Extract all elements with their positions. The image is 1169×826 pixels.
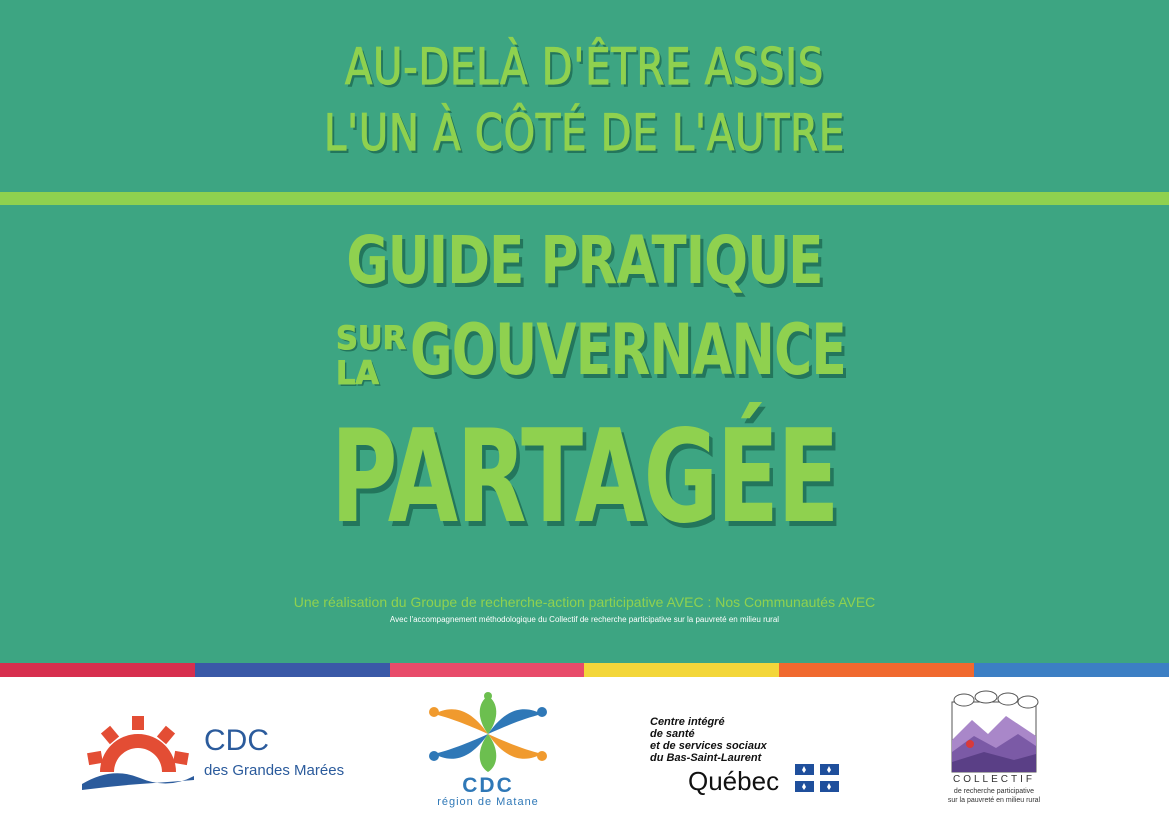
logo-collectif-subname-line-2: sur la pauvreté en milieu rural bbox=[947, 797, 1041, 804]
logo-cdc-marees-subname: des Grandes Marées bbox=[204, 762, 345, 779]
green-divider bbox=[0, 192, 1169, 205]
logo-collectif-subname-line-1: de recherche participative bbox=[953, 788, 1035, 795]
logo-collectif-name: COLLECTIF bbox=[952, 774, 1035, 785]
logo-cdc-grandes-marees bbox=[82, 714, 372, 794]
logo-cisss-bas-saint-laurent bbox=[650, 716, 845, 796]
people-circle-icon bbox=[426, 692, 550, 776]
title-line-3: PARTAGÉE bbox=[330, 403, 839, 552]
fleur-de-lis-flag-icon bbox=[795, 764, 839, 792]
subtitle-line-2: L'UN À CÔTÉ DE L'AUTRE bbox=[324, 104, 845, 162]
subtitle-line-1: AU-DELÀ D'ÊTRE ASSIS bbox=[344, 38, 825, 96]
logo-cisss-line-1: Centre intégré bbox=[650, 716, 725, 728]
logo-cdc-marees-name: CDC bbox=[204, 724, 269, 757]
logo-quebec-wordmark: Québec bbox=[688, 766, 780, 796]
landscape-speech-bubbles-icon bbox=[944, 690, 1044, 774]
logo-cisss-line-3: et de services sociaux bbox=[650, 740, 767, 752]
gear-wave-icon bbox=[82, 714, 194, 794]
color-bar-segment bbox=[779, 663, 974, 677]
color-bar bbox=[0, 663, 1169, 677]
color-bar-segment bbox=[195, 663, 390, 677]
title-line-2: GOUVERNANCE bbox=[410, 309, 847, 391]
logo-cisss-line-2: de santé bbox=[650, 728, 695, 740]
title-small-la: LA bbox=[336, 354, 379, 392]
logo-cisss-line-4: du Bas-Saint-Laurent bbox=[650, 752, 762, 764]
top-band bbox=[0, 0, 1169, 192]
color-bar-segment bbox=[0, 663, 195, 677]
credit-line-2: Avec l'accompagnement méthodologique du Collectif de recherche participative sur la pauvreté en milieu rural bbox=[389, 615, 780, 624]
logo-cdc-matane bbox=[412, 692, 564, 812]
color-bar-segment bbox=[974, 663, 1169, 677]
title-small-sur: SUR bbox=[336, 319, 406, 357]
logo-cdc-matane-subname: région de Matane bbox=[437, 796, 539, 808]
credit-line-1: Une réalisation du Groupe de recherche-action participative AVEC : Nos Communautés AVEC bbox=[293, 594, 876, 610]
title-line-1: GUIDE PRATIQUE bbox=[346, 222, 823, 299]
color-bar-segment bbox=[584, 663, 779, 677]
logo-cdc-matane-name: CDC bbox=[462, 774, 514, 797]
logo-collectif-subname bbox=[944, 787, 1044, 805]
color-bar-segment bbox=[390, 663, 585, 677]
logo-collectif bbox=[944, 690, 1044, 820]
logo-cisss-text bbox=[650, 716, 767, 764]
